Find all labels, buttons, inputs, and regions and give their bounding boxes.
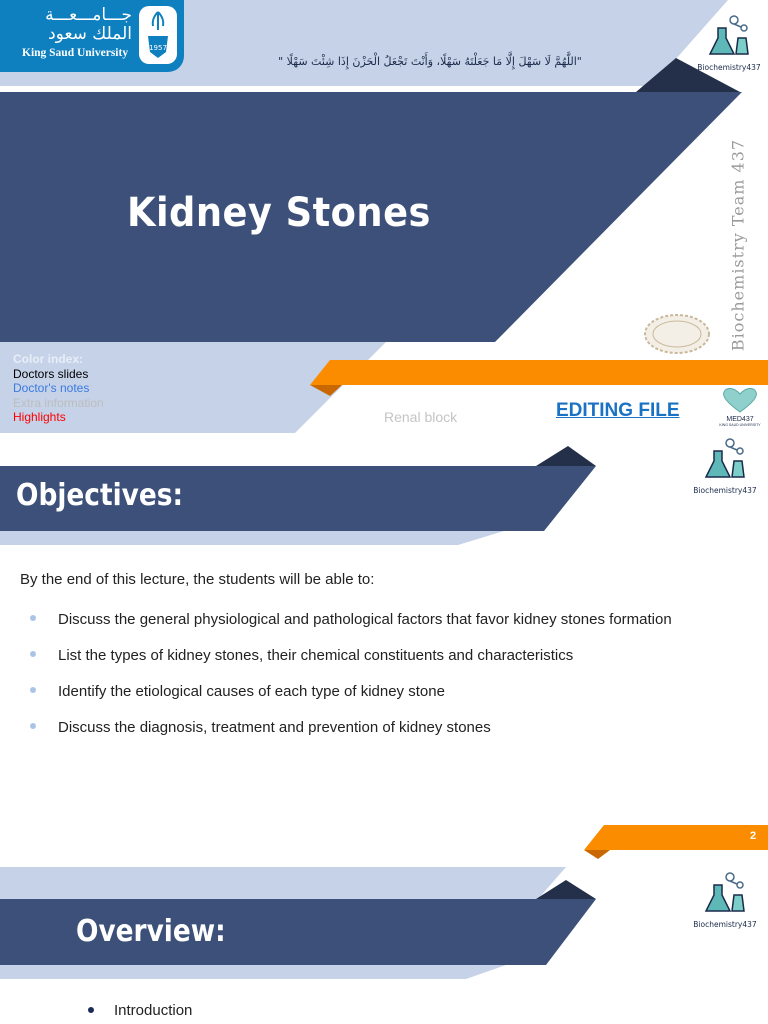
ksu-arabic-name: جـــامـــعـــة الملك سعود [45,5,132,44]
page-number: 2 [750,830,757,842]
color-index-title: Color index: [13,352,84,366]
biochemistry-team-logo [690,871,760,929]
lab-flask-icon [704,14,754,60]
color-index [13,352,104,425]
ksu-emblem-year: 1957 [149,44,167,52]
color-index-highlights: Highlights [13,410,66,424]
heart-icon [720,386,760,414]
objectives-intro: By the end of this lecture, the students will be able to: [20,571,375,588]
color-index-extra-info: Extra information [13,395,104,410]
list-item [88,1002,192,1019]
overview-item-text: Introduction [114,1002,193,1019]
bullet-icon [30,687,36,693]
objective-text: Discuss the general physiological and pathological factors that favor kidney stones formation [58,611,672,628]
color-index-doctors-notes: Doctor's notes [13,381,90,395]
objectives-slide [0,433,768,867]
ksu-english-name: King Saud University [22,47,129,59]
list-item [30,683,672,719]
team-vertical-label [723,140,753,350]
overview-title: Overview: [76,914,226,949]
list-item [30,719,672,755]
med437-logo [716,386,764,427]
bullet-icon [30,615,36,621]
renal-block-label: Renal block [384,409,458,425]
biochemistry-team-logo [694,14,764,72]
med437-logo-subtext: KING SAUD UNIVERSITY [719,423,761,427]
list-item [30,611,672,647]
objectives-title: Objectives: [16,478,184,513]
ksu-logo [0,0,184,72]
bullet-icon [30,651,36,657]
objectives-list [30,611,672,755]
editing-file-link[interactable]: EDITING FILE [556,400,680,421]
objective-text: Discuss the diagnosis, treatment and prevention of kidney stones [58,719,491,736]
lab-flask-icon [700,871,750,917]
color-index-doctors-slides: Doctors slides [13,366,89,381]
objective-text: Identify the etiological causes of each type of kidney stone [58,683,445,700]
bullet-icon [30,723,36,729]
bullet-icon [88,1007,94,1013]
biochemistry-team-logo-text: Biochemistry437 [693,920,757,929]
team-vertical-text: Biochemistry Team 437 [728,138,748,352]
title-slide [0,0,768,433]
lab-flask-icon [700,437,750,483]
ornament-frame-icon [642,312,712,356]
overview-slide [0,867,768,1024]
lecture-title: Kidney Stones [127,190,431,236]
biochemistry-team-logo-text: Biochemistry437 [697,63,761,72]
objective-text: List the types of kidney stones, their chemical constituents and characteristics [58,647,574,664]
biochemistry-team-logo-text: Biochemistry437 [693,486,757,495]
med437-logo-text: MED437 [726,416,754,423]
overview-list [88,1002,192,1019]
ksu-emblem-icon [139,6,177,64]
list-item [30,647,672,683]
biochemistry-team-logo [690,437,760,495]
dua-text: "اللَّهُمَّ لَا سَهْلَ إِلَّا مَا جَعَلْتَهُ سَهْلًا، وَأَنْتَ تَجْعَلُ الْحَزْنَ إِذَا شِئْتَ سَهْلًا " [278,55,582,68]
